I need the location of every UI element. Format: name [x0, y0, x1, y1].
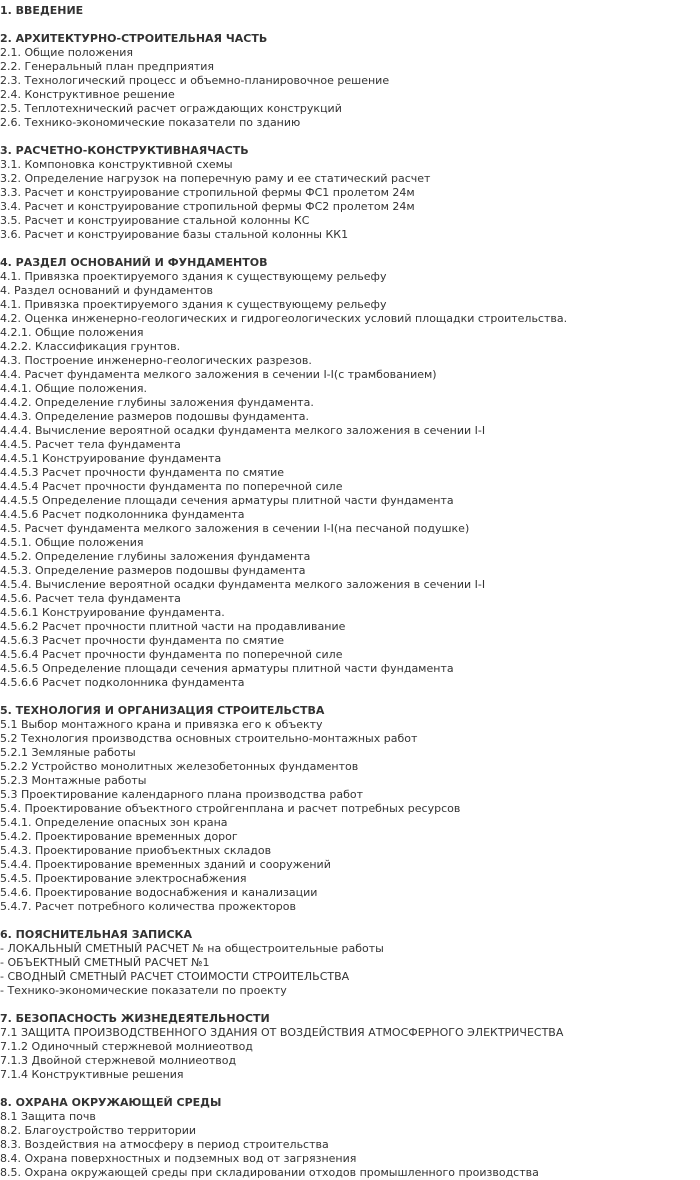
toc-item: 4.5.6.5 Определение площади сечения арматуры плитной части фундамента — [0, 662, 454, 675]
toc-item: 5.2.1 Земляные работы — [0, 746, 136, 759]
toc-item: 2.4. Конструктивное решение — [0, 88, 175, 101]
toc-item: 4.5.6.3 Расчет прочности фундамента по смятие — [0, 634, 285, 647]
toc-item: 5.2 Технология производства основных строительно-монтажных работ — [0, 732, 418, 745]
toc-item: 4.5.1. Общие положения — [0, 536, 144, 549]
toc-item: - ОБЪЕКТНЫЙ СМЕТНЫЙ РАСЧЕТ №1 — [0, 956, 210, 969]
toc-item: 5.3 Проектирование календарного плана производства работ — [0, 788, 364, 801]
section-title: 2. АРХИТЕКТУРНО-СТРОИТЕЛЬНАЯ ЧАСТЬ — [0, 32, 268, 45]
toc-item: 4.5.6.6 Расчет подколонника фундамента — [0, 676, 245, 689]
toc-item: 8.2. Благоустройство территории — [0, 1124, 197, 1137]
toc-item: 4.5.6.4 Расчет прочности фундамента по поперечной силе — [0, 648, 343, 661]
toc-item: 4.5. Расчет фундамента мелкого заложения в сечении I-I(на песчаной подушке) — [0, 522, 470, 535]
toc-item: 7.1.4 Конструктивные решения — [0, 1068, 184, 1081]
section-title: 4. РАЗДЕЛ ОСНОВАНИЙ И ФУНДАМЕНТОВ — [0, 256, 268, 269]
toc-item: 3.6. Расчет и конструирование базы стальной колонны КК1 — [0, 228, 349, 241]
toc-item: 4.4. Расчет фундамента мелкого заложения в сечении I-I(с трамбованием) — [0, 368, 437, 381]
toc-item: 4.5.6.2 Расчет прочности плитной части на продавливание — [0, 620, 346, 633]
section-title: 5. ТЕХНОЛОГИЯ И ОРГАНИЗАЦИЯ СТРОИТЕЛЬСТВА — [0, 704, 325, 717]
toc-item: 4.5.4. Вычисление вероятной осадки фундамента мелкого заложения в сечении I-I — [0, 578, 486, 591]
toc-item: 5.4.4. Проектирование временных зданий и сооружений — [0, 858, 331, 871]
toc-item: 8.5. Охрана окружающей среды при складировании отходов промышленного производства — [0, 1166, 539, 1179]
toc-item: 3.1. Компоновка конструктивной схемы — [0, 158, 233, 171]
toc-section — [0, 256, 700, 690]
toc-item: 4.5.3. Определение размеров подошвы фундамента — [0, 564, 306, 577]
toc-item: 4.2.2. Классификация грунтов. — [0, 340, 181, 353]
toc-item: 4.4.4. Вычисление вероятной осадки фундамента мелкого заложения в сечении I-I — [0, 424, 486, 437]
toc-section — [0, 4, 700, 18]
toc-item: 4.2. Оценка инженерно-геологических и гидрогеологических условий площадки строительства. — [0, 312, 568, 325]
toc-item: 8.1 Защита почв — [0, 1110, 96, 1123]
toc-item: 7.1.2 Одиночный стержневой молниеотвод — [0, 1040, 253, 1053]
toc-item: 4.4.2. Определение глубины заложения фундамента. — [0, 396, 314, 409]
toc-item: 5.4.1. Определение опасных зон крана — [0, 816, 228, 829]
toc-item: 5.4.5. Проектирование электроснабжения — [0, 872, 247, 885]
toc-item: 5.2.2 Устройство монолитных железобетонных фундаментов — [0, 760, 359, 773]
toc-item: 5.4. Проектирование объектного стройгенплана и расчет потребных ресурсов — [0, 802, 461, 815]
toc-item: 5.4.6. Проектирование водоснабжения и канализации — [0, 886, 318, 899]
toc-item: 4.5.6.1 Конструирование фундамента. — [0, 606, 225, 619]
toc-item: 4.1. Привязка проектируемого здания к существующему рельефу — [0, 270, 387, 283]
section-title: 6. ПОЯСНИТЕЛЬНАЯ ЗАПИСКА — [0, 928, 193, 941]
toc-item: 2.2. Генеральный план предприятия — [0, 60, 214, 73]
toc-item: 7.1 ЗАЩИТА ПРОИЗВОДСТВЕННОГО ЗДАНИЯ ОТ ВОЗДЕЙСТВИЯ АТМОСФЕРНОГО ЭЛЕКТРИЧЕСТВА — [0, 1026, 564, 1039]
section-title: 8. ОХРАНА ОКРУЖАЮЩЕЙ СРЕДЫ — [0, 1096, 222, 1109]
toc-item: 4.4.5.5 Определение площади сечения арматуры плитной части фундамента — [0, 494, 454, 507]
toc-item: 7.1.3 Двойной стержневой молниеотвод — [0, 1054, 237, 1067]
toc-item: 4. Раздел оснований и фундаментов — [0, 284, 214, 297]
toc-item: 2.1. Общие положения — [0, 46, 134, 59]
toc-item: 4.4.1. Общие положения. — [0, 382, 148, 395]
toc-item: 5.4.7. Расчет потребного количества прожекторов — [0, 900, 296, 913]
toc-item: 2.3. Технологический процесс и объемно-планировочное решение — [0, 74, 390, 87]
toc-item: 4.5.6. Расчет тела фундамента — [0, 592, 181, 605]
section-title: 7. БЕЗОПАСНОСТЬ ЖИЗНЕДЕЯТЕЛЬНОСТИ — [0, 1012, 270, 1025]
toc-item: 4.4.5.4 Расчет прочности фундамента по поперечной силе — [0, 480, 343, 493]
toc-item: 5.2.3 Монтажные работы — [0, 774, 147, 787]
toc-item: 3.3. Расчет и конструирование стропильной фермы ФС1 пролетом 24м — [0, 186, 415, 199]
section-title: 3. РАСЧЕТНО-КОНСТРУКТИВНАЯЧАСТЬ — [0, 144, 249, 157]
toc-item: - ЛОКАЛЬНЫЙ СМЕТНЫЙ РАСЧЕТ № на общестроительные работы — [0, 942, 384, 955]
toc-section — [0, 144, 700, 242]
toc-item: 4.2.1. Общие положения — [0, 326, 144, 339]
toc-item: 4.4.5.6 Расчет подколонника фундамента — [0, 508, 245, 521]
toc-item: 5.4.2. Проектирование временных дорог — [0, 830, 238, 843]
toc-item: 4.5.2. Определение глубины заложения фундамента — [0, 550, 311, 563]
toc-item: 4.4.5. Расчет тела фундамента — [0, 438, 181, 451]
toc-item: 3.5. Расчет и конструирование стальной колонны КС — [0, 214, 310, 227]
toc-item: 8.3. Воздействия на атмосферу в период строительства — [0, 1138, 329, 1151]
toc-section — [0, 704, 700, 914]
toc-item: 4.4.5.1 Конструирование фундамента — [0, 452, 222, 465]
section-title: 1. ВВЕДЕНИЕ — [0, 4, 84, 17]
toc-item: - Технико-экономические показатели по проекту — [0, 984, 287, 997]
toc-item: 4.3. Построение инженерно-геологических разрезов. — [0, 354, 312, 367]
toc-section — [0, 1096, 700, 1180]
toc-item: 2.6. Технико-экономические показатели по зданию — [0, 116, 301, 129]
toc-item: 4.4.3. Определение размеров подошвы фундамента. — [0, 410, 310, 423]
toc-item: 2.5. Теплотехнический расчет ограждающих конструкций — [0, 102, 342, 115]
toc-item: - СВОДНЫЙ СМЕТНЫЙ РАСЧЕТ СТОИМОСТИ СТРОИТЕЛЬСТВА — [0, 970, 350, 983]
toc-item: 5.4.3. Проектирование приобъектных складов — [0, 844, 272, 857]
toc-item: 4.4.5.3 Расчет прочности фундамента по смятие — [0, 466, 285, 479]
toc-section — [0, 32, 700, 130]
toc-section — [0, 1012, 700, 1082]
toc-item: 3.2. Определение нагрузок на поперечную раму и ее статический расчет — [0, 172, 431, 185]
toc-item: 3.4. Расчет и конструирование стропильной фермы ФС2 пролетом 24м — [0, 200, 415, 213]
toc-item: 5.1 Выбор монтажного крана и привязка его к объекту — [0, 718, 323, 731]
toc-item: 4.1. Привязка проектируемого здания к существующему рельефу — [0, 298, 387, 311]
toc-section — [0, 928, 700, 998]
toc-item: 8.4. Охрана поверхностных и подземных вод от загрязнения — [0, 1152, 357, 1165]
